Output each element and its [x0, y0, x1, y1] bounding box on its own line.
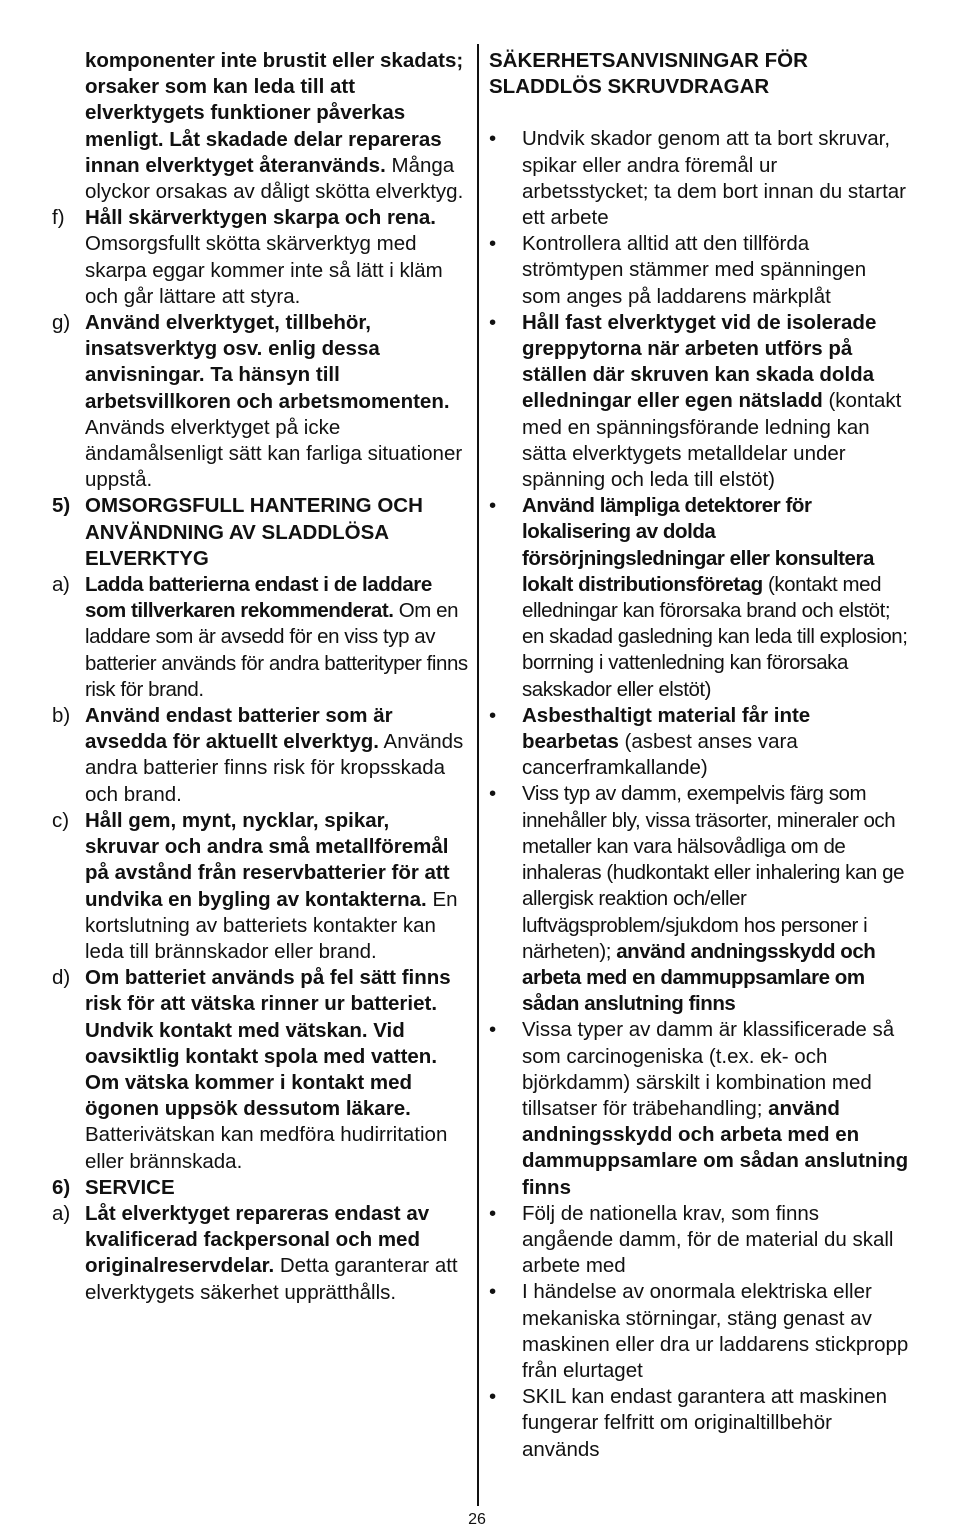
bullet-item — [489, 231, 909, 310]
bold-text: Låt elverktyget repareras endast av kvalificerad fackpersonal och med originalreservdelar. — [85, 1201, 430, 1278]
left-column — [52, 48, 468, 1306]
normal-text: Detta garanterar att elverktygets säkerhet upprätthålls. — [85, 1254, 458, 1304]
bold-text: Om batteriet används på fel sätt finns risk för att vätska rinner ur batteriet. Undvik kontakt med vätskan. Vid oavsiktlig kontakt spola med vatten. Om vätska kommer i kontakt med ögonen uppsök dessutom läkare. — [85, 966, 451, 1121]
item-label: c) — [52, 808, 70, 832]
normal-text: (kontakt med elledningar kan förorsaka brand och elstöt; en skadad gasledning kan leda till explosion; borrning i vattenledning kan förorsaka sakskador eller elstöt) — [522, 572, 908, 701]
bullet-marker: • — [489, 703, 497, 727]
bullet-item — [489, 781, 909, 1017]
bullet-item — [489, 493, 909, 703]
section-title: OMSORGSFULL HANTERING OCH ANVÄNDNING AV SLADDLÖSA ELVERKTYG — [85, 494, 423, 570]
normal-text: Följ de nationella krav, som finns angående damm, för de material du skall arbete med — [522, 1201, 894, 1278]
normal-text: Omsorgsfullt skötta skärverktyg med skarpa eggar kommer inte så lätt i kläm och går lättare att styra. — [85, 232, 443, 308]
safety-heading: SÄKERHETSANVISNINGAR FÖR SLADDLÖS SKRUVDRAGAR — [489, 49, 808, 99]
bullet-item — [489, 310, 909, 493]
item-label: a) — [52, 1201, 71, 1225]
bullet-item — [489, 703, 909, 782]
bold-text: Använd endast batterier som är avsedda för aktuellt elverktyg. — [85, 704, 393, 754]
bold-text: Håll skärverktygen skarpa och rena. — [85, 206, 436, 230]
bullet-item — [489, 1384, 909, 1463]
bold-text: Ladda batterierna endast i de laddare som tillverkaren rekommenderat. — [85, 573, 432, 623]
normal-text: Många olyckor orsakas av dåligt skötta elverktyg. — [85, 153, 464, 204]
column-divider — [477, 44, 479, 1506]
normal-text: Viss typ av damm, exempelvis färg som innehåller bly, vissa träsorter, mineraler och metaller kan vara hälsovådliga om de inhaleras (hudkontakt eller inhalering kan ge allergisk reaktion och/eller luftvägsproblem/sjukdom hos personer i närheten); — [522, 782, 905, 963]
bullet-item — [489, 1279, 909, 1384]
bullet-marker: • — [489, 782, 496, 806]
bullet-marker: • — [489, 1018, 497, 1042]
bold-text: Använd lämpliga detektorer för lokalisering av dolda försörjningsledningar eller konsultera lokalt distributionsföretag — [522, 494, 874, 596]
bullet-marker: • — [489, 310, 497, 334]
section-label: 5) — [52, 494, 71, 518]
bold-text: Håll gem, mynt, nycklar, spikar, skruvar och andra små metallföremål på avstånd från reservbatterier för att undvika en bygling av kontakterna. — [85, 808, 450, 911]
section-label: 6) — [52, 1175, 71, 1199]
item-5d — [52, 965, 468, 1175]
normal-text: Används andra batterier finns risk för kropsskada och brand. — [85, 730, 464, 806]
bold-text: använd andningsskydd och arbeta med en dammuppsamlare om sådan anslutning finns — [522, 1096, 909, 1199]
bold-text: komponenter inte brustit eller skadats; orsaker som kan leda till att elverktygets funktioner påverkas menligt. Låt skadade delar repareras innan elverktyget återanvänds. — [85, 49, 464, 177]
page-number: 26 — [468, 1511, 486, 1528]
section-6-heading — [52, 1175, 468, 1201]
item-f — [52, 205, 468, 310]
item-label: b) — [52, 704, 71, 728]
normal-text: Kontrollera alltid att den tillförda strömtypen stämmer med spänningen som anges på laddarens märkplåt — [522, 232, 867, 308]
section-5-heading — [52, 493, 468, 572]
item-5b — [52, 703, 468, 808]
bullet-marker: • — [489, 232, 497, 256]
bullet-marker: • — [489, 1385, 497, 1409]
bullet-marker: • — [489, 1201, 497, 1225]
item-label: a) — [52, 573, 70, 597]
normal-text: En kortslutning av batteriets kontakter kan leda till brännskador eller brand. — [85, 887, 458, 963]
item-5a — [52, 572, 468, 703]
item-label: d) — [52, 966, 71, 990]
bold-text: Använd elverktyget, tillbehör, insatsverktyg osv. enlig dessa anvisningar. Ta hänsyn till arbetsvillkoren och arbetsmomenten. — [85, 311, 450, 413]
bullet-marker: • — [489, 1280, 497, 1304]
right-column — [489, 48, 909, 1463]
item-label: g) — [52, 311, 71, 335]
item-5c — [52, 808, 468, 965]
bold-text: använd andningsskydd och arbeta med en dammuppsamlare om sådan anslutning finns — [522, 939, 876, 1016]
normal-text: Används elverktyget på icke ändamålsenligt sätt kan farliga situationer uppstå. — [85, 415, 463, 492]
normal-text: Vissa typer av damm är klassificerade så som carcinogeniska (t.ex. ek- och björkdamm) särskilt i kombination med tillsatser för träbehandling; — [522, 1018, 895, 1120]
normal-text: Om en laddare som är avsedd för en viss typ av batterier används för andra batterityper finns risk för brand. — [85, 599, 468, 701]
normal-text: (asbest anses vara cancerframkallande) — [522, 730, 798, 780]
item-g — [52, 310, 468, 493]
item-label: f) — [52, 206, 65, 230]
normal-text: Undvik skador genom att ta bort skruvar, spikar eller andra föremål ur arbetsstycket; ta dem bort innan du startar ett arbete — [522, 127, 906, 230]
continued-item — [52, 48, 468, 205]
bold-text: Asbesthaltigt material får inte bearbetas — [522, 703, 811, 754]
bullet-marker: • — [489, 494, 496, 518]
section-title: SERVICE — [85, 1175, 175, 1199]
bullet-item — [489, 126, 909, 231]
bullet-marker: • — [489, 127, 497, 151]
normal-text: I händelse av onormala elektriska eller mekaniska störningar, stäng genast av maskinen eller dra ur laddarens stickpropp från elurtaget — [522, 1280, 909, 1382]
normal-text: (kontakt med en spänningsförande ledning kan sätta elverktygets metalldelar under spänning och leda till elstöt) — [522, 389, 902, 492]
bullet-item — [489, 1201, 909, 1280]
item-6a — [52, 1201, 468, 1306]
normal-text: SKIL kan endast garantera att maskinen fungerar felfritt om originaltillbehör används — [522, 1385, 888, 1461]
bold-text: Håll fast elverktyget vid de isolerade greppytorna när arbeten utförs på ställen där skruven kan skada dolda elledningar eller egen nätsladd — [522, 310, 877, 413]
bullet-item — [489, 1017, 909, 1200]
normal-text: Batterivätskan kan medföra hudirritation eller brännskada. — [85, 1123, 448, 1173]
